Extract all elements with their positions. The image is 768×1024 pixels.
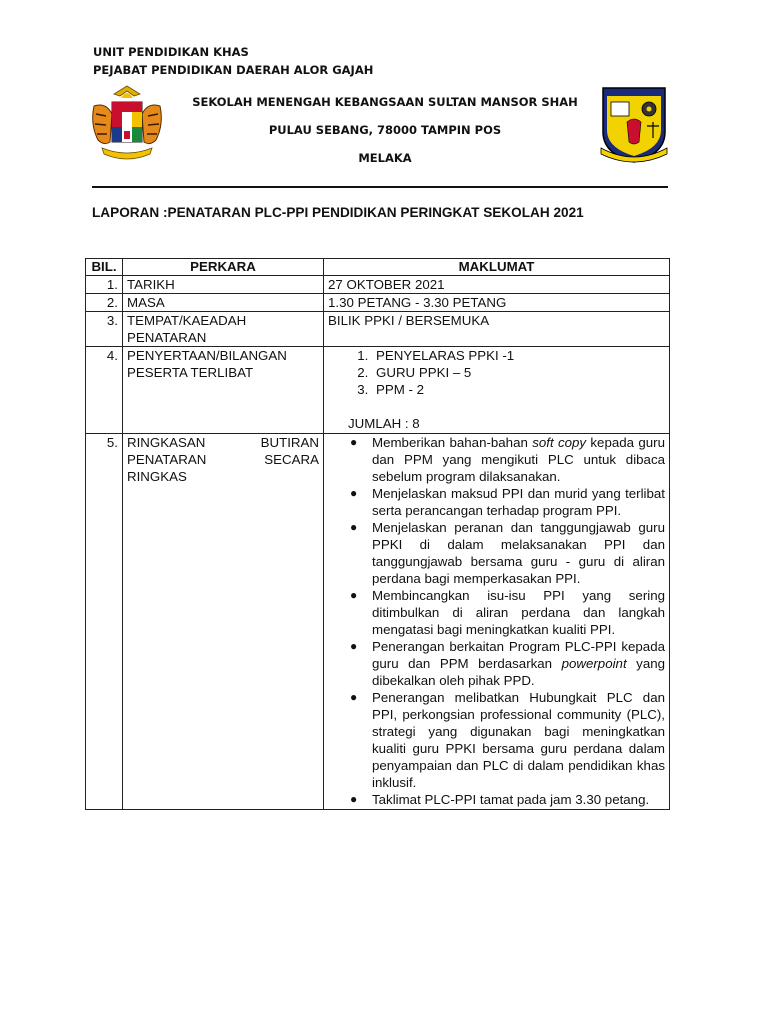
school-state: MELAKA: [358, 151, 412, 165]
school-name: SEKOLAH MENENGAH KEBANGSAAN SULTAN MANSOR SHAH: [192, 95, 578, 109]
list-item: 1. PENYELARAS PPKI -1: [372, 347, 665, 364]
row-maklumat: [324, 434, 670, 810]
row-perkara: TEMPAT/KAEADAH PENATARAN: [123, 312, 324, 347]
bullet-icon: ●: [350, 639, 358, 653]
bullet-icon: ●: [350, 792, 358, 806]
row-perkara: PENYERTAAN/BILANGAN PESERTA TERLIBAT: [123, 347, 324, 434]
list-item: ● Menjelaskan maksud PPI dan murid yang terlibat serta perancangan terhadap program PPI.: [350, 486, 665, 518]
list-item: 2. GURU PPKI – 5: [372, 364, 665, 381]
table-row: [86, 347, 670, 434]
list-item: ● Taklimat PLC-PPI tamat pada jam 3.30 petang.: [350, 792, 650, 807]
table-row: [86, 312, 670, 347]
row-maklumat: [324, 347, 670, 434]
report-table: [85, 258, 670, 810]
table-row: [86, 434, 670, 810]
row-number: 2.: [86, 294, 123, 312]
row-maklumat: BILIK PPKI / BERSEMUKA: [324, 312, 670, 347]
list-item: 3. PPM - 2: [372, 381, 665, 398]
unit-name: UNIT PENDIDIKAN KHAS: [93, 45, 249, 59]
list-item: ● Penerangan berkaitan Program PLC-PPI kepada guru dan PPM berdasarkan powerpoint yang dibekalkan oleh pihak PPD.: [350, 639, 666, 688]
row-maklumat: 27 OKTOBER 2021: [324, 276, 670, 294]
list-item: ● Membincangkan isu-isu PPI yang sering ditimbulkan di aliran perdana dan langkah mengatasi bagi meningkatkan kualiti PPI.: [350, 588, 665, 637]
table-row: [86, 276, 670, 294]
participant-list: [328, 347, 665, 398]
bullet-icon: ●: [350, 435, 358, 449]
list-item: ● Penerangan melibatkan Hubungkait PLC dan PPI, perkongsian professional community (PLC), strategi yang digunakan bagi meningkatkan kualiti guru PPKI bersama guru perdana dalam penyampaian dan PLC di dalam pendidikan khas inklusif.: [350, 690, 665, 790]
office-header: [93, 43, 373, 79]
row-number: 4.: [86, 347, 123, 434]
participant-total: JUMLAH : 8: [348, 416, 420, 431]
table-row: [86, 294, 670, 312]
table-header-row: [86, 259, 670, 276]
bullet-icon: ●: [350, 690, 358, 704]
list-item: ● Memberikan bahan-bahan soft copy kepada guru dan PPM yang mengikuti PLC untuk dibaca sebelum program dilaksanakan.: [350, 435, 665, 484]
row-number: 5.: [86, 434, 123, 810]
column-header-maklumat: MAKLUMAT: [324, 259, 670, 276]
report-title: LAPORAN :PENATARAN PLC-PPI PENDIDIKAN PERINGKAT SEKOLAH 2021: [92, 205, 584, 220]
row-perkara: MASA: [123, 294, 324, 312]
header-divider: [92, 186, 668, 188]
column-header-perkara: PERKARA: [123, 259, 324, 276]
list-item: ● Menjelaskan peranan dan tanggungjawab guru PPKI di dalam melaksanakan PPI dan tanggungjawab bersama guru - guru di aliran perdana bagi memperkasakan PPI.: [350, 520, 665, 586]
column-header-bil: BIL.: [86, 259, 123, 276]
malaysia-coat-of-arms-logo: [88, 84, 166, 164]
bullet-icon: ●: [350, 520, 358, 534]
bullet-icon: ●: [350, 588, 358, 602]
office-name: PEJABAT PENDIDIKAN DAERAH ALOR GAJAH: [93, 63, 374, 77]
row-number: 1.: [86, 276, 123, 294]
row-perkara: RINGKASAN BUTIRAN PENATARAN SECARA RINGKAS: [123, 434, 324, 810]
school-crest-logo: [597, 82, 671, 164]
row-maklumat: 1.30 PETANG - 3.30 PETANG: [324, 294, 670, 312]
row-number: 3.: [86, 312, 123, 347]
bullet-icon: ●: [350, 486, 358, 500]
row-perkara: TARIKH: [123, 276, 324, 294]
summary-bullet-list: [328, 434, 665, 808]
school-address: PULAU SEBANG, 78000 TAMPIN POS: [268, 123, 502, 137]
